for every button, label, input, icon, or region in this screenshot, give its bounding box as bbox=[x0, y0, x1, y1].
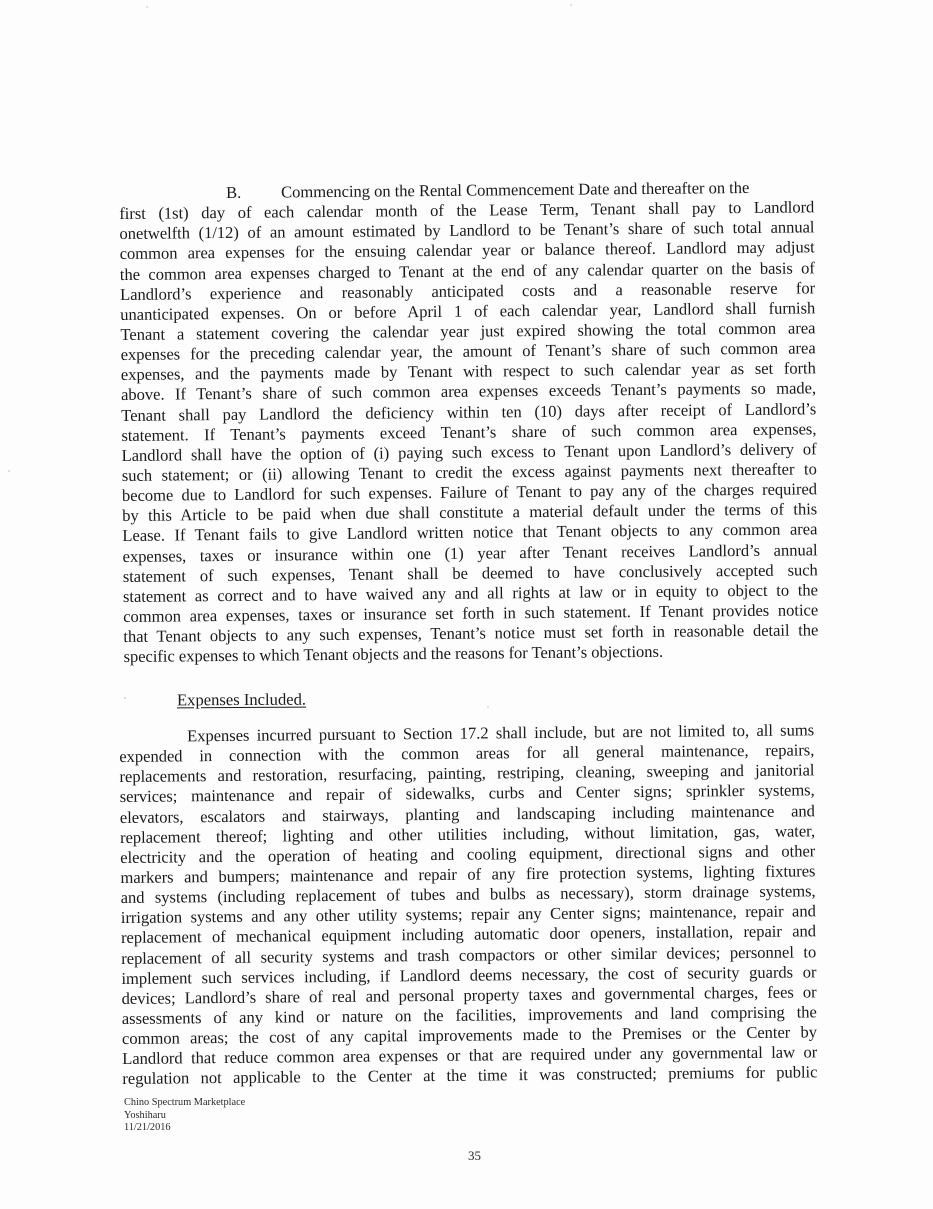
paragraph-line: statement as correct and to have waived any and all rights at law or in equity to object to the bbox=[122, 580, 819, 606]
paragraph-line: such statement; or (ii) allowing Tenant to credit the excess against payments next thereafter to bbox=[121, 459, 817, 485]
footer-tenant: Yoshiharu bbox=[124, 1109, 166, 1121]
paragraph-line: replacement thereof; lighting and other utilities including, without limitation, gas, water, bbox=[119, 821, 816, 847]
paragraph-line: replacement of all security systems and trash compactors or other similar devices; personnel to bbox=[121, 941, 817, 968]
paragraph-line: Lease. If Tenant fails to give Landlord written notice that Tenant objects to any common area bbox=[122, 519, 818, 546]
paragraph-line: expenses, taxes or insurance within one (1) year after Tenant receives Landlord’s annual bbox=[122, 539, 818, 566]
paragraph-line: devices; Landlord’s share of real and personal property taxes and governmental charges, fees or bbox=[121, 982, 817, 1008]
paragraph-line: implement such services including, if Landlord deems necessary, the cost of security guards or bbox=[121, 962, 817, 988]
paragraph-line: irrigation systems and any other utility systems; repair any Center signs; maintenance, repair and bbox=[120, 901, 816, 928]
document-footer bbox=[124, 1097, 245, 1135]
paragraph-line: Tenant a statement covering the calendar year just expired showing the total common area bbox=[120, 318, 816, 344]
paragraph-line: statement of such expenses, Tenant shall be deemed to have conclusively accepted such bbox=[122, 559, 818, 586]
paragraph-line: onetwelfth (1/12) of an amount estimated by Landlord to be Tenant’s share of such total annual bbox=[119, 217, 815, 244]
paragraph-line: statement. If Tenant’s payments exceed Tenant’s share of such common area expenses, bbox=[121, 419, 817, 445]
paragraph-line: by this Article to be paid when due shall constitute a material default under the terms of this bbox=[122, 499, 818, 526]
paragraph-line: Tenant shall pay Landlord the deficiency within ten (10) days after receipt of Landlord’s bbox=[121, 398, 817, 425]
paragraph-line: specific expenses to which Tenant objects and the reasons for Tenant’s objections. bbox=[123, 642, 664, 667]
page-number: 35 bbox=[468, 1148, 481, 1163]
paragraph-line: and systems (including replacement of tubes and bulbs as necessary), storm drainage systems, bbox=[120, 881, 816, 908]
paragraph-line: assessments of any kind or nature on the facilities, improvements and land comprising the bbox=[121, 1002, 817, 1028]
paragraph-line: become due to Landlord for such expenses. Failure of Tenant to pay any of the charges required bbox=[121, 479, 818, 506]
scan-speck bbox=[570, 4, 572, 6]
paragraph-line: first (1st) day of each calendar month of the Lease Term, Tenant shall pay to Landlord bbox=[119, 197, 815, 224]
paragraph-line: markers and bumpers; maintenance and repair of any fire protection systems, lighting fixtures bbox=[120, 861, 816, 887]
scan-speck bbox=[146, 6, 148, 8]
paragraph-line-text: Commencing on the Rental Commencement Date and thereafter on the bbox=[280, 177, 750, 202]
paragraph-line: electricity and the operation of heating and cooling equipment, directional signs and other bbox=[120, 841, 816, 867]
paragraph-line: expenses, and the payments made by Tenant with respect to such calendar year as set forth bbox=[120, 358, 816, 385]
paragraph-line: Expenses incurred pursuant to Section 17.2 shall include, but are not limited to, all sums bbox=[186, 720, 815, 746]
footer-project: Chino Spectrum Marketplace bbox=[124, 1097, 246, 1108]
paragraph-line: expended in connection with the common areas for all general maintenance, repairs, bbox=[119, 740, 815, 767]
paragraph-line: common area expenses, taxes or insurance set forth in such statement. If Tenant provides notice bbox=[123, 600, 819, 626]
paragraph-line: elevators, escalators and stairways, planting and landscaping including maintenance and bbox=[119, 800, 815, 827]
paragraph-expenses-included bbox=[119, 720, 817, 1089]
paragraph-label: B. bbox=[225, 182, 242, 202]
paragraph-line: that Tenant objects to any such expenses, Tenant’s notice must set forth in reasonable detail the bbox=[123, 620, 819, 647]
footer-date: 11/21/2016 bbox=[124, 1122, 171, 1133]
paragraph-line: replacements and restoration, resurfacing, painting, restriping, cleaning, sweeping and janitorial bbox=[119, 760, 815, 787]
paragraph-b bbox=[119, 177, 819, 667]
paragraph-line: the common area expenses charged to Tenant at the end of any calendar quarter on the basis of bbox=[119, 257, 815, 284]
section-heading: Expenses Included. bbox=[176, 689, 307, 710]
paragraph-line: replacement of mechanical equipment including automatic door openers, installation, repair and bbox=[120, 921, 817, 948]
scan-speck bbox=[124, 697, 126, 699]
paragraph-line: common area expenses for the ensuing calendar year or balance thereof. Landlord may adjust bbox=[119, 237, 815, 264]
paragraph-line: services; maintenance and repair of sidewalks, curbs and Center signs; sprinkler systems, bbox=[119, 780, 815, 807]
paragraph-line: common areas; the cost of any capital improvements made to the Premises or the Center by bbox=[121, 1022, 818, 1049]
scan-speck bbox=[8, 470, 10, 472]
scan-speck bbox=[487, 706, 489, 708]
paragraph-line: expenses for the preceding calendar year, the amount of Tenant’s share of such common area bbox=[120, 338, 816, 365]
paragraph-line: Landlord shall have the option of (i) paying such excess to Tenant upon Landlord’s delivery of bbox=[121, 439, 817, 465]
paragraph-line: unanticipated expenses. On or before April 1 of each calendar year, Landlord shall furnish bbox=[120, 298, 816, 324]
paragraph-line: Landlord that reduce common area expenses or that are required under any governmental law or bbox=[122, 1042, 818, 1069]
paragraph-line: Landlord’s experience and reasonably anticipated costs and a reasonable reserve for bbox=[119, 278, 816, 304]
paragraph-line: regulation not applicable to the Center at the time it was constructed; premiums for public bbox=[122, 1062, 818, 1089]
paragraph-line: above. If Tenant’s share of such common area expenses exceeds Tenant’s payments so made, bbox=[120, 378, 817, 405]
